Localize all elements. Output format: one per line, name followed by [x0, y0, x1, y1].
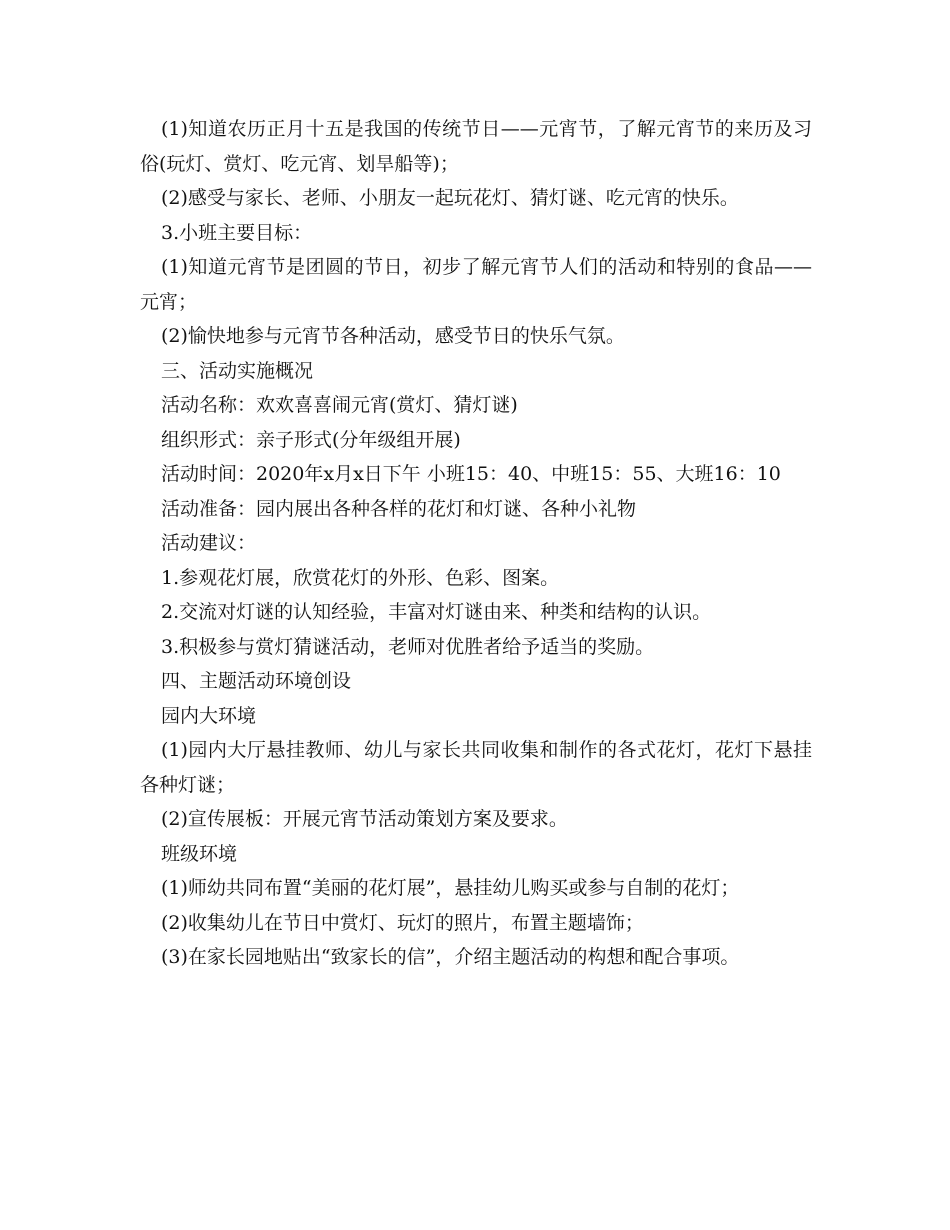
kindergarten-env-2: (2)宣传展板：开展元宵节活动策划方案及要求。: [161, 808, 568, 830]
heading-section-4: 四、主题活动环境创设: [161, 670, 352, 692]
paragraph-goal-1: (1)知道农历正月十五是我国的传统节日——元宵节，了解元宵节的来历及习俗(玩灯、赏灯、吃元宵、划旱船等)；: [140, 118, 812, 175]
heading-kindergarten-environment: 园内大环境: [161, 704, 257, 727]
document-body: [140, 112, 812, 975]
activity-name: 活动名称：欢欢喜喜闹元宵(赏灯、猜灯谜): [161, 394, 518, 416]
suggestion-3: 3.积极参与赏灯猜谜活动，老师对优胜者给予适当的奖励。: [161, 635, 655, 658]
heading-class-environment: 班级环境: [161, 842, 238, 865]
paragraph-goal-2: (2)感受与家长、老师、小朋友一起玩花灯、猜灯谜、吃元宵的快乐。: [161, 187, 739, 209]
class-env-3: (3)在家长园地贴出“致家长的信”，介绍主题活动的构想和配合事项。: [161, 946, 740, 968]
suggestion-1: 1.参观花灯展，欣赏花灯的外形、色彩、图案。: [161, 566, 560, 589]
activity-preparation: 活动准备：园内展出各种各样的花灯和灯谜、各种小礼物: [161, 497, 637, 520]
suggestion-2: 2.交流对灯谜的认知经验，丰富对灯谜由来、种类和结构的认识。: [161, 601, 712, 623]
paragraph-small-goal-2: (2)愉快地参与元宵节各种活动，感受节日的快乐气氛。: [161, 325, 625, 347]
organization-form: 组织形式：亲子形式(分年级组开展): [161, 428, 461, 451]
heading-section-3: 三、活动实施概况: [161, 359, 314, 382]
heading-activity-suggestions: 活动建议：: [161, 532, 257, 554]
class-env-1: (1)师幼共同布置“美丽的花灯展”，悬挂幼儿购买或参与自制的花灯；: [161, 877, 740, 899]
kindergarten-env-1: (1)园内大厅悬挂教师、幼儿与家长共同收集和制作的各式花灯，花灯下悬挂各种灯谜；: [140, 739, 812, 796]
heading-small-class-goals: 3.小班主要目标：: [161, 221, 313, 244]
class-env-2: (2)收集幼儿在节日中赏灯、玩灯的照片，布置主题墙饰；: [161, 911, 644, 934]
activity-time: 活动时间：2020年x月x日下午 小班15：40、中班15：55、大班16：10: [161, 463, 781, 485]
paragraph-small-goal-1: (1)知道元宵节是团圆的节日，初步了解元宵节人们的活动和特别的食品——元宵；: [140, 256, 812, 313]
